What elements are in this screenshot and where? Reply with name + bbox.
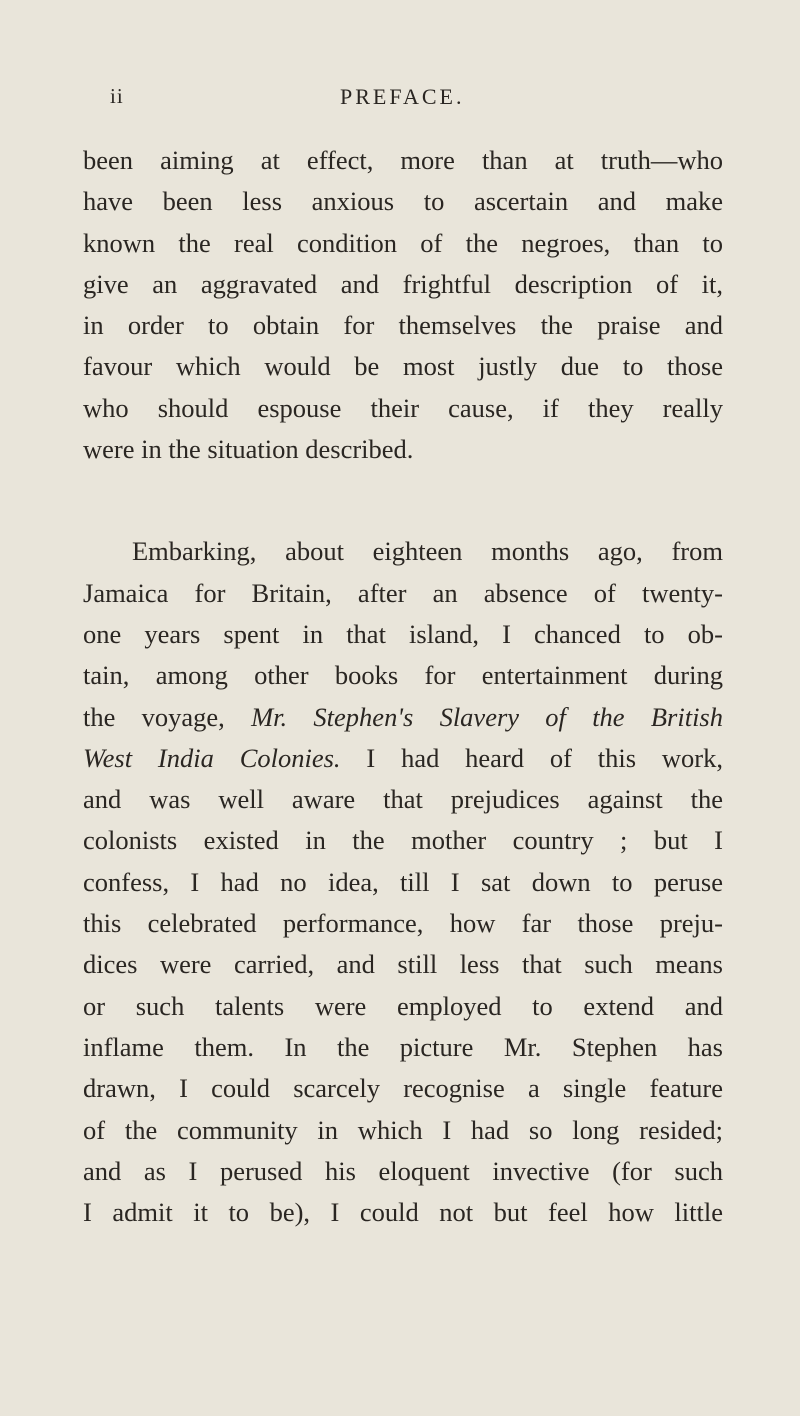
paragraph-1 — [83, 140, 723, 470]
text-line: inflame them. In the picture Mr. Stephen has — [83, 1031, 723, 1062]
text-line: who should espouse their cause, if they really — [83, 392, 723, 423]
text-line: of the community in which I had so long resided; — [83, 1114, 723, 1145]
text-line: I admit it to be), I could not but feel how little — [83, 1197, 723, 1228]
text-line: Jamaica for Britain, after an absence of twenty- — [83, 577, 723, 608]
text-line: drawn, I could scarcely recognise a single feature — [83, 1073, 723, 1104]
body-text — [83, 140, 723, 1233]
text-line: and was well aware that prejudices against the — [83, 784, 723, 815]
text-line: and as I perused his eloquent invective (for such — [83, 1155, 723, 1186]
text-line: give an aggravated and frightful description of it, — [83, 268, 723, 299]
text-line: have been less anxious to ascertain and make — [83, 186, 723, 217]
text-fragment: I had heard of this work, — [340, 742, 723, 773]
book-title-continued: West India Colonies. — [83, 742, 341, 773]
text-line: confess, I had no idea, till I sat down to peruse — [83, 866, 723, 897]
text-line: dices were carried, and still less that such means — [83, 949, 723, 980]
text-line: known the real condition of the negroes, than to — [83, 227, 723, 258]
paragraph-2 — [83, 531, 723, 1233]
text-line: colonists existed in the mother country ; but I — [83, 825, 723, 856]
page-number: ii — [110, 84, 124, 108]
text-line-with-title — [83, 697, 723, 738]
book-title: Mr. Stephen's Slavery of the British — [251, 701, 723, 732]
text-line: been aiming at effect, more than at truth—who — [83, 145, 723, 175]
text-line: one years spent in that island, I chanced to ob- — [83, 618, 723, 649]
running-head: PREFACE. — [340, 84, 465, 109]
paragraph-gap — [83, 470, 723, 531]
text-line-with-title — [83, 738, 723, 779]
page-header — [110, 84, 730, 114]
text-line: this celebrated performance, how far those preju- — [83, 908, 723, 939]
text-fragment: the voyage, — [83, 701, 252, 732]
text-line: Embarking, about eighteen months ago, from — [132, 536, 723, 567]
text-line: or such talents were employed to extend and — [83, 990, 723, 1021]
text-line: were in the situation described. — [83, 434, 414, 465]
text-line: favour which would be most justly due to those — [83, 351, 723, 382]
text-line: tain, among other books for entertainment during — [83, 660, 723, 691]
text-line: in order to obtain for themselves the praise and — [83, 310, 723, 341]
